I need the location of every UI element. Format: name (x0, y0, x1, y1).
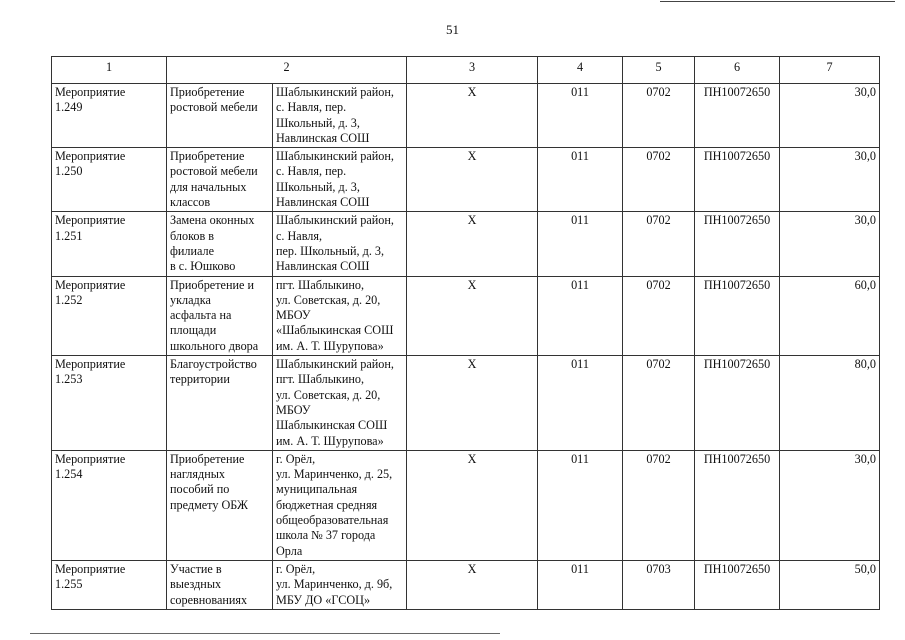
col5-cell: 0702 (623, 84, 695, 148)
name-cell: Приобретение наглядных пособий по предмету ОБЖ (167, 450, 273, 560)
address-cell: г. Орёл, ул. Маринченко, д. 25, муниципальная бюджетная средняя общеобразовательная школа № 37 города Орла (273, 450, 407, 560)
col6-cell: ПН10072650 (695, 276, 780, 355)
col6-cell: ПН10072650 (695, 560, 780, 609)
event-cell: Мероприятие 1.254 (52, 450, 167, 560)
col7-cell: 50,0 (780, 560, 880, 609)
col4-cell: 011 (538, 356, 623, 451)
col3-cell: Х (407, 356, 538, 451)
header-col-2: 2 (167, 57, 407, 84)
col3-cell: Х (407, 148, 538, 212)
col5-cell: 0702 (623, 450, 695, 560)
table-row (52, 356, 880, 451)
page-number: 51 (446, 22, 459, 37)
event-cell: Мероприятие 1.250 (52, 148, 167, 212)
table-row (52, 148, 880, 212)
header-col-7: 7 (780, 57, 880, 84)
table-row (52, 560, 880, 609)
col7-cell: 30,0 (780, 212, 880, 276)
col4-cell: 011 (538, 276, 623, 355)
name-cell: Благоустройство территории (167, 356, 273, 451)
table-row (52, 84, 880, 148)
table-row (52, 450, 880, 560)
col3-cell: Х (407, 84, 538, 148)
header-col-6: 6 (695, 57, 780, 84)
address-cell: Шаблыкинский район, с. Навля, пер. Школьный, д. 3, Навлинская СОШ (273, 148, 407, 212)
event-cell: Мероприятие 1.249 (52, 84, 167, 148)
col5-cell: 0702 (623, 276, 695, 355)
name-cell: Приобретение и укладка асфальта на площади школьного двора (167, 276, 273, 355)
col4-cell: 011 (538, 148, 623, 212)
name-cell: Замена оконных блоков в филиале в с. Юшково (167, 212, 273, 276)
col7-cell: 60,0 (780, 276, 880, 355)
col6-cell: ПН10072650 (695, 356, 780, 451)
col3-cell: Х (407, 276, 538, 355)
col5-cell: 0702 (623, 212, 695, 276)
col6-cell: ПН10072650 (695, 84, 780, 148)
address-cell: Шаблыкинский район, с. Навля, пер. Школьный, д. 3, Навлинская СОШ (273, 212, 407, 276)
header-col-3: 3 (407, 57, 538, 84)
col7-cell: 30,0 (780, 450, 880, 560)
col5-cell: 0703 (623, 560, 695, 609)
header-col-5: 5 (623, 57, 695, 84)
address-cell: пгт. Шаблыкино, ул. Советская, д. 20, МБОУ «Шаблыкинская СОШ им. А. Т. Шурупова» (273, 276, 407, 355)
col5-cell: 0702 (623, 356, 695, 451)
col3-cell: Х (407, 450, 538, 560)
budget-table (51, 56, 880, 610)
header-col-4: 4 (538, 57, 623, 84)
col7-cell: 30,0 (780, 84, 880, 148)
col4-cell: 011 (538, 560, 623, 609)
col5-cell: 0702 (623, 148, 695, 212)
col4-cell: 011 (538, 450, 623, 560)
address-cell: г. Орёл, ул. Маринченко, д. 9б, МБУ ДО «ГСОЦ» (273, 560, 407, 609)
col7-cell: 30,0 (780, 148, 880, 212)
event-cell: Мероприятие 1.255 (52, 560, 167, 609)
table-row (52, 212, 880, 276)
col3-cell: Х (407, 212, 538, 276)
address-cell: Шаблыкинский район, с. Навля, пер. Школьный, д. 3, Навлинская СОШ (273, 84, 407, 148)
col6-cell: ПН10072650 (695, 148, 780, 212)
col6-cell: ПН10072650 (695, 212, 780, 276)
event-cell: Мероприятие 1.251 (52, 212, 167, 276)
col4-cell: 011 (538, 212, 623, 276)
header-col-1: 1 (52, 57, 167, 84)
top-rule (660, 1, 895, 2)
table-row (52, 276, 880, 355)
address-cell: Шаблыкинский район, пгт. Шаблыкино, ул. Советская, д. 20, МБОУ Шаблыкинская СОШ им. А. Т. Шурупова» (273, 356, 407, 451)
name-cell: Приобретение ростовой мебели для начальных классов (167, 148, 273, 212)
col7-cell: 80,0 (780, 356, 880, 451)
name-cell: Приобретение ростовой мебели (167, 84, 273, 148)
bottom-rule (30, 633, 500, 634)
event-cell: Мероприятие 1.253 (52, 356, 167, 451)
col4-cell: 011 (538, 84, 623, 148)
name-cell: Участие в выездных соревнованиях (167, 560, 273, 609)
header-row (52, 57, 880, 84)
col6-cell: ПН10072650 (695, 450, 780, 560)
event-cell: Мероприятие 1.252 (52, 276, 167, 355)
col3-cell: Х (407, 560, 538, 609)
